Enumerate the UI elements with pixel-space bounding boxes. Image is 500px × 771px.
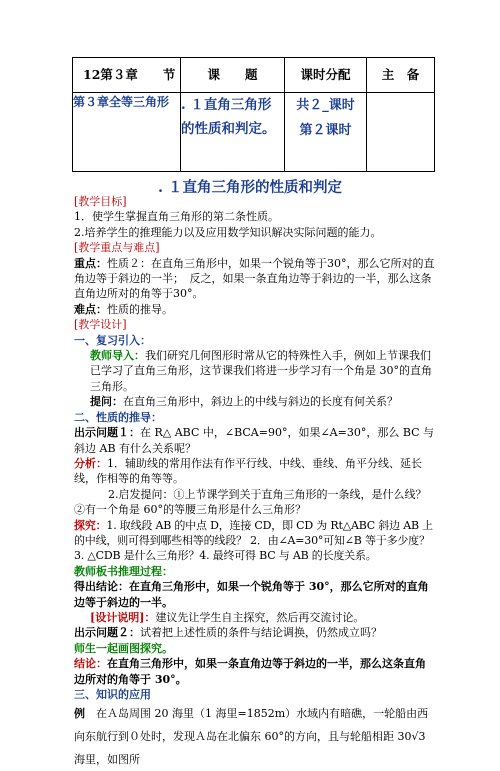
lesson-header-table	[72, 57, 435, 172]
key-point-text: 性质２：在直角三角形中，如果一个锐角等于30°，那么它所对的直角边等于斜边的一半； 反之，如果一条直角边等于斜边的一半，那么这条直角边所对的角等于30°。	[74, 256, 435, 301]
analysis-text: 1．辅助线的常用作法有作平行线、中线、垂线、角平分线、延长线，作相等的角等等。	[74, 456, 422, 486]
preparer-header-cell: 主 备	[367, 58, 435, 93]
conclusion-1-text: 在直角三角形中，如果一个锐角等于 30°，那么它所对的直角边等于斜边的一半。	[74, 580, 429, 609]
explore-text: 1. 取线段 AB 的中点 D，连接 CD，即 CD 为 Rt△ABC 斜边 AB 上的中线，则可得到哪些相等的线段？ 2．由∠A=30°可知∠B 等于多少度？3. △CDB 是什么三角形？4. 最终可得 BC 与 AB 的长度关系。	[74, 518, 433, 563]
section-2-heading: 二、性质的推导：	[74, 410, 162, 424]
lesson-row	[73, 93, 435, 172]
section-3-heading: 三、知识的应用	[74, 688, 151, 701]
goal-item-2: 2.培养学生的推理能力以及应用数学知识解决实际问题的能力。	[74, 225, 382, 239]
difficulty-paragraph	[74, 302, 436, 317]
key-point-label: 重点：	[74, 256, 107, 270]
preparer-cell	[367, 93, 435, 172]
example-paragraph	[74, 702, 436, 771]
problem-1-paragraph	[74, 425, 436, 456]
conclusion-2-label: 结论：	[74, 657, 107, 671]
draw-together-line: 师生一起画图探究。	[74, 641, 173, 655]
board-heading: 教师板书推理过程：	[74, 564, 173, 578]
question-paragraph	[74, 394, 436, 409]
hint-line-1: 2.启发提问：①上节课学到关于直角三角形的一条线，是什么线？	[108, 487, 427, 501]
topic-header-cell: 课 题	[181, 58, 285, 93]
problem-2-text: 试着把上述性质的条件与结论调换，仍然成立吗？	[140, 626, 382, 640]
total-periods: 共２_课时	[296, 98, 355, 113]
conclusion-2-paragraph	[74, 656, 436, 687]
example-text: 在Ａ岛周围 20 海里（1 海里=1852m）水域内有暗礁，一轮船由西向东航行到０处时，发现Ａ岛在北偏东 60°的方向，且与轮船相距 30√3 海里，如图所	[74, 707, 429, 767]
design-note-text: 建议先让学生自主探究，然后再交流讨论。	[155, 610, 365, 624]
problem-1-label: 出示问题１：	[74, 426, 140, 440]
analysis-paragraph	[74, 456, 436, 487]
topic-cell: . １直角三角形的性质和判定。	[181, 93, 285, 172]
hint-line-2: ②有一个角是 60°的等腰三角形是什么三角形？	[74, 503, 306, 517]
difficulty-text: 性质的推导。	[107, 302, 173, 316]
design-heading: [教学设计]	[74, 318, 127, 332]
problem-2-label: 出示问题２：	[74, 626, 140, 640]
teacher-intro-paragraph	[74, 348, 436, 394]
period-cell	[285, 93, 367, 172]
conclusion-1-label: 得出结论：	[74, 580, 129, 594]
section-1-heading: 一、复习引入：	[74, 333, 151, 347]
key-points-heading: [教学重点与难点]	[74, 241, 160, 255]
analysis-label: 分析：	[74, 456, 107, 470]
key-point-paragraph	[74, 256, 436, 302]
explore-label: 探究：	[74, 518, 107, 532]
current-period: 第２课时	[299, 123, 352, 138]
conclusion-1-paragraph	[74, 579, 436, 610]
question-label: 提问：	[90, 395, 123, 409]
chapter-name-cell: 第３章全等三角形	[73, 93, 181, 172]
problem-1-text: 在 R△ ABC 中，∠BCA=90°，如果∠A=30°，那么 BC 与斜边 AB 有什么关系呢？	[74, 426, 435, 455]
design-note-paragraph	[74, 610, 436, 625]
example-label: 例	[74, 707, 85, 721]
goal-item-1: 1．使学生掌握直角三角形的第二条性质。	[74, 210, 279, 224]
teacher-intro-label: 教师导入：	[90, 349, 145, 363]
goals-heading: [教学目标]	[74, 195, 127, 208]
question-text: 在直角三角形中，斜边上的中线与斜边的长度有何关系？	[123, 395, 398, 409]
header-row	[73, 58, 435, 93]
lesson-title: . １直角三角形的性质和判定	[157, 179, 343, 196]
lesson-body	[74, 194, 436, 771]
chapter-section-cell: 12第３章 节	[73, 58, 181, 93]
problem-2-paragraph	[74, 625, 436, 640]
period-header-cell: 课时分配	[285, 58, 367, 93]
explore-paragraph	[74, 518, 436, 564]
teacher-intro-text: 我们研究几何图形时常从它的特殊性入手，例如上节课我们已学习了直角三角形，这节课我们将进一步学习有一个角是 30°的直角三角形。	[90, 349, 432, 393]
design-note-label: [设计说明]：	[90, 610, 156, 624]
difficulty-label: 难点：	[74, 302, 107, 316]
conclusion-2-text: 在直角三角形中，如果一条直角边等于斜边的一半，那么这条直角边所对的角等于 30°。	[74, 657, 426, 686]
